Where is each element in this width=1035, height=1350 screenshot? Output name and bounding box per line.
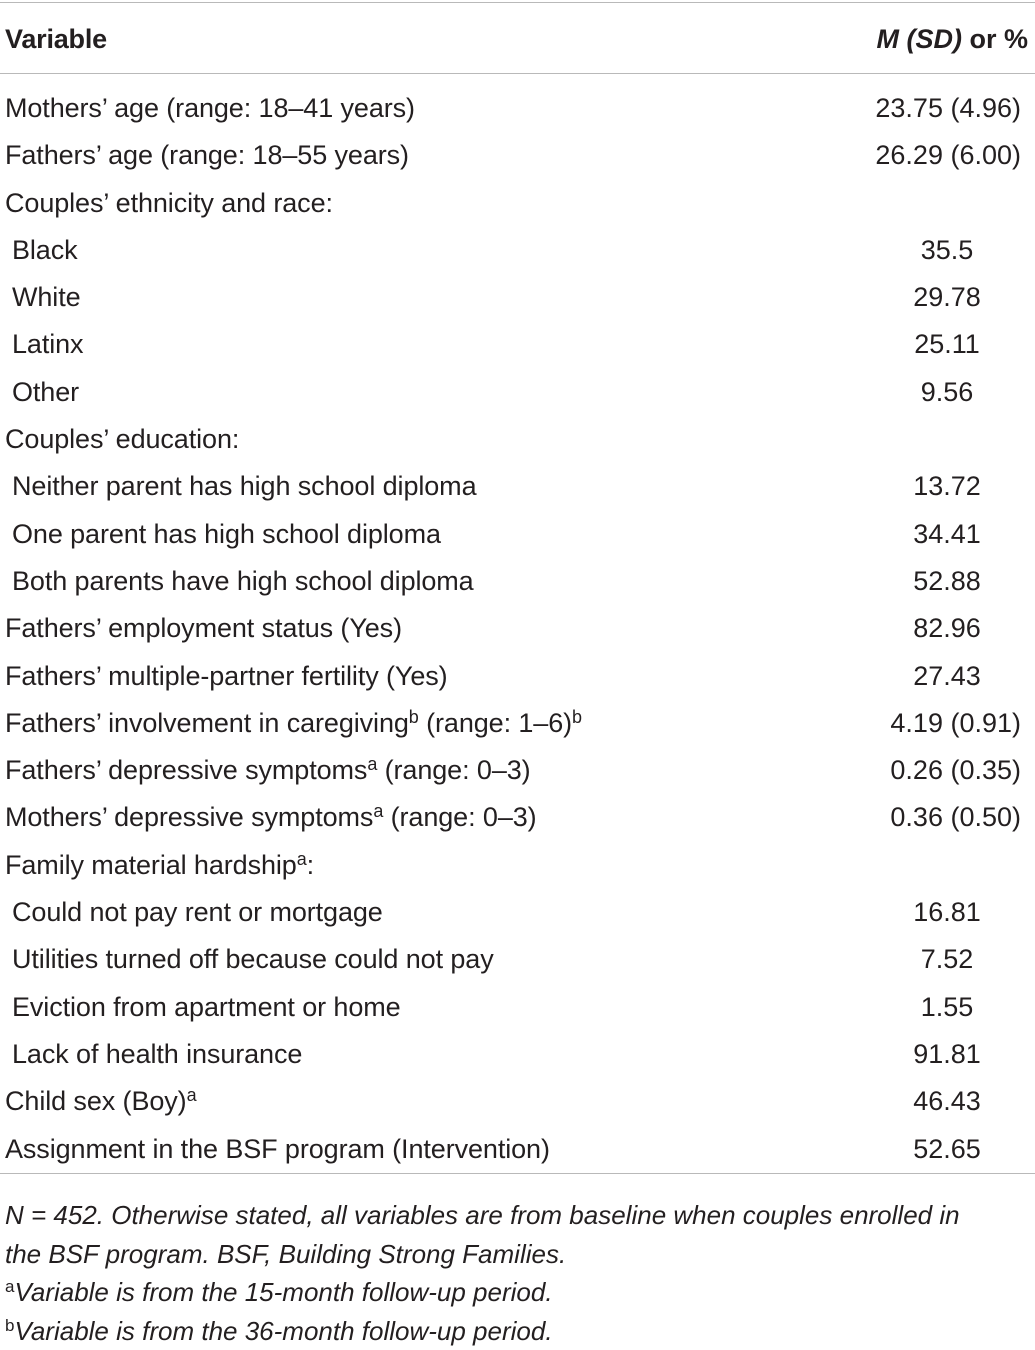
table-row — [0, 986, 1035, 1033]
row-value: 4.19 (0.91) — [890, 708, 1021, 739]
row-label — [12, 566, 474, 597]
table-row — [0, 276, 1035, 323]
table-row — [0, 891, 1035, 938]
table-row — [0, 1128, 1035, 1175]
row-label-text: Fathers’ depressive symptoms — [5, 755, 367, 785]
table-row — [0, 560, 1035, 607]
table-body — [0, 87, 1035, 1175]
row-label — [12, 377, 79, 408]
header-statistic — [876, 24, 1028, 55]
row-label-text: Fathers’ employment status (Yes) — [5, 613, 402, 643]
row-label-text: Lack of health insurance — [12, 1039, 302, 1069]
row-value: 16.81 — [847, 897, 1035, 928]
table-row — [0, 749, 1035, 796]
header-stat-rest: or % — [962, 24, 1028, 54]
row-label-text: Mothers’ age (range: 18–41 years) — [5, 93, 415, 123]
row-label — [5, 1134, 550, 1165]
row-label-text: Mothers’ depressive symptoms — [5, 802, 373, 832]
table-row — [0, 465, 1035, 512]
footnote-a — [5, 1273, 1035, 1312]
row-label — [5, 93, 415, 124]
row-label-text: Other — [12, 377, 79, 407]
table-row — [0, 87, 1035, 134]
row-label — [5, 708, 582, 739]
row-label — [12, 897, 383, 928]
row-label-text: Fathers’ age (range: 18–55 years) — [5, 140, 409, 170]
row-value: 29.78 — [847, 282, 1035, 313]
row-footnote-marker: a — [187, 1085, 197, 1105]
table-bottom-rule — [0, 1173, 1035, 1174]
row-footnote-marker: a — [373, 801, 383, 821]
footnote-b-text: Variable is from the 36-month follow-up period. — [14, 1316, 552, 1346]
row-label — [12, 992, 401, 1023]
row-label — [5, 1086, 196, 1117]
row-footnote-marker: a — [367, 754, 377, 774]
table-row — [0, 229, 1035, 276]
table-header — [0, 3, 1035, 73]
table-row — [0, 607, 1035, 654]
header-stat-sd: (SD) — [906, 24, 962, 54]
row-label-text: Family material hardship — [5, 850, 297, 880]
row-label — [5, 850, 314, 881]
footnote-b — [5, 1312, 1035, 1350]
header-variable: Variable — [5, 24, 107, 55]
row-label — [5, 188, 333, 219]
row-value: 52.88 — [847, 566, 1035, 597]
table-row — [0, 1033, 1035, 1080]
row-label-text: Couples’ ethnicity and race: — [5, 188, 333, 218]
row-value: 52.65 — [847, 1134, 1035, 1165]
table-row — [0, 796, 1035, 843]
row-value: 34.41 — [847, 519, 1035, 550]
row-label-text: Black — [12, 235, 78, 265]
row-label-suffix: (range: 1–6) — [419, 708, 572, 738]
row-label — [12, 329, 83, 360]
row-label — [12, 519, 441, 550]
footnote-a-marker: a — [5, 1277, 14, 1296]
row-label-text: White — [12, 282, 81, 312]
row-label — [5, 613, 402, 644]
row-label — [5, 755, 531, 786]
row-label — [5, 661, 448, 692]
row-value: 27.43 — [847, 661, 1035, 692]
row-label — [12, 1039, 302, 1070]
footnote-a-text: Variable is from the 15-month follow-up period. — [14, 1277, 552, 1307]
row-value: 0.26 (0.35) — [890, 755, 1021, 786]
row-value: 91.81 — [847, 1039, 1035, 1070]
row-value: 0.36 (0.50) — [890, 802, 1021, 833]
table-row — [0, 702, 1035, 749]
table-row — [0, 182, 1035, 229]
table-row — [0, 323, 1035, 370]
row-value: 25.11 — [847, 329, 1035, 360]
row-label — [12, 471, 476, 502]
header-stat-m: M — [876, 24, 899, 54]
footnote-line-1: N = 452. Otherwise stated, all variables are from baseline when couples enrolled in — [5, 1196, 1035, 1235]
row-label-suffix: (range: 0–3) — [377, 755, 530, 785]
row-label-suffix: : — [307, 850, 314, 880]
row-label-text: Fathers’ multiple-partner fertility (Yes) — [5, 661, 448, 691]
row-label-text: Could not pay rent or mortgage — [12, 897, 383, 927]
row-value: 82.96 — [847, 613, 1035, 644]
footnote-b-marker: b — [5, 1316, 14, 1335]
table-row — [0, 134, 1035, 181]
row-label-text: Neither parent has high school diploma — [12, 471, 476, 501]
row-value: 13.72 — [847, 471, 1035, 502]
row-label-text: Assignment in the BSF program (Intervention) — [5, 1134, 550, 1164]
row-label-text: Both parents have high school diploma — [12, 566, 474, 596]
footnote-line-2: the BSF program. BSF, Building Strong Families. — [5, 1235, 1035, 1274]
row-label — [12, 282, 81, 313]
row-footnote-marker: a — [297, 849, 307, 869]
row-label — [5, 140, 409, 171]
row-value: 23.75 (4.96) — [875, 93, 1021, 124]
table-row — [0, 513, 1035, 560]
row-label-text: Fathers’ involvement in caregiving — [5, 708, 409, 738]
row-value: 9.56 — [847, 377, 1035, 408]
table-row — [0, 371, 1035, 418]
table-row — [0, 844, 1035, 891]
row-value: 26.29 (6.00) — [875, 140, 1021, 171]
row-value: 1.55 — [847, 992, 1035, 1023]
row-value: 46.43 — [847, 1086, 1035, 1117]
row-label — [12, 944, 494, 975]
row-value: 7.52 — [847, 944, 1035, 975]
row-label-text: Eviction from apartment or home — [12, 992, 401, 1022]
table-row — [0, 655, 1035, 702]
row-label-text: Couples’ education: — [5, 424, 239, 454]
table-row — [0, 938, 1035, 985]
row-label-text: Latinx — [12, 329, 83, 359]
row-value: 35.5 — [847, 235, 1035, 266]
row-label-text: Child sex (Boy) — [5, 1086, 187, 1116]
table-row — [0, 1080, 1035, 1127]
table-row — [0, 418, 1035, 465]
row-label — [12, 235, 78, 266]
row-label — [5, 802, 537, 833]
row-label-suffix: (range: 0–3) — [383, 802, 536, 832]
row-footnote-marker-2: b — [572, 707, 582, 727]
row-footnote-marker: b — [409, 707, 419, 727]
row-label — [5, 424, 239, 455]
table-footnotes — [5, 1196, 1035, 1350]
row-label-text: Utilities turned off because could not pay — [12, 944, 494, 974]
table-header-rule — [0, 73, 1035, 74]
row-label-text: One parent has high school diploma — [12, 519, 441, 549]
